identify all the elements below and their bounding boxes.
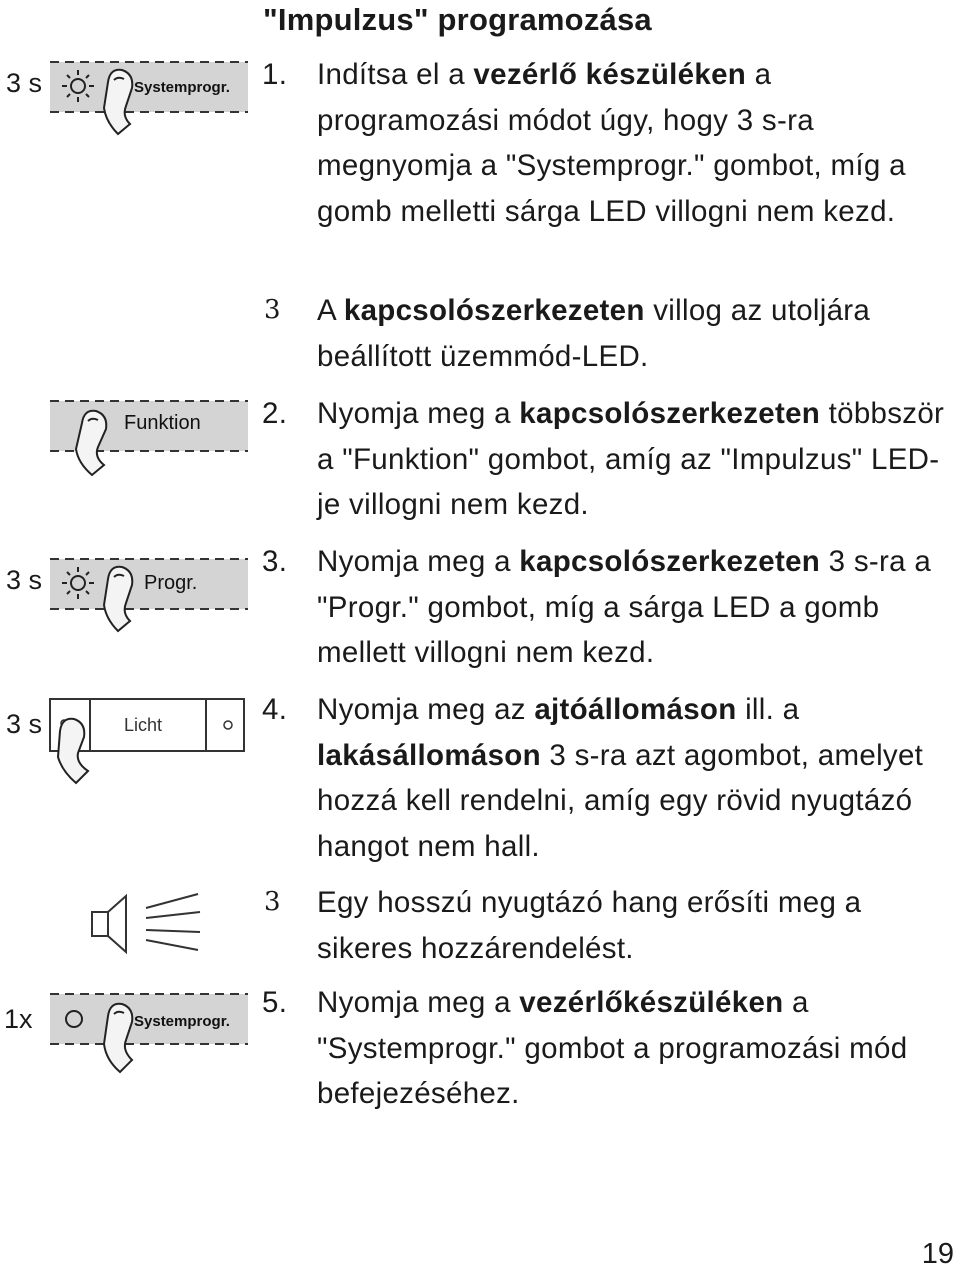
step-1 (262, 52, 952, 234)
progr-button-illustration (48, 553, 250, 635)
button-label: Funktion (124, 412, 201, 434)
count-label: 1x (4, 1004, 33, 1034)
step-number: 3. (262, 545, 288, 578)
emphasis-text: vezérlő készüléken (473, 58, 747, 91)
page-title: "Impulzus" programozása (263, 2, 652, 37)
step-text (317, 687, 952, 869)
text-segment: Nyomja meg a (317, 397, 520, 430)
step-4 (262, 687, 952, 869)
step-number: 5. (262, 986, 288, 1019)
emphasis-text: kapcsolószerkezeten (519, 397, 821, 430)
duration-label: 3 s (6, 709, 43, 739)
emphasis-text: ajtóállomáson (534, 693, 737, 726)
duration-label: 3 s (6, 565, 43, 595)
result-1 (262, 288, 952, 379)
step-number: 4. (262, 693, 288, 726)
funktion-button-illustration (48, 395, 250, 479)
text-segment: Egy hosszú nyugtázó hang erősíti meg a sikeres hozzárendelést. (317, 886, 862, 965)
result-text (317, 288, 952, 379)
step-number: 1. (262, 58, 288, 91)
step-text (317, 539, 952, 676)
button-label: Systemprogr. (134, 1013, 230, 1030)
emphasis-text: lakásállomáson (317, 738, 541, 772)
text-segment: Nyomja meg az (317, 693, 535, 726)
text-segment: Nyomja meg a (317, 986, 520, 1019)
acknowledge-sound-illustration (88, 890, 208, 960)
result-text (317, 880, 952, 971)
duration-label: 3 s (6, 68, 43, 98)
speaker-icon (92, 896, 126, 952)
text-segment: Indítsa el a (317, 58, 474, 91)
text-segment: villog az utoljára beállított üzemmód-LED. (317, 294, 871, 373)
page-number: 19 (921, 1238, 954, 1270)
pressing-finger-icon (104, 70, 132, 134)
step-text (317, 52, 952, 234)
text-segment: többször a "Funktion" gombot, amíg az "Impulzus" LED-je villogni nem kezd. (317, 397, 945, 521)
button-label: Progr. (144, 572, 198, 594)
text-segment: Nyomja meg a (317, 545, 520, 578)
pressing-finger-icon (104, 567, 132, 631)
result-marker: 3 (264, 295, 281, 325)
step-3 (262, 539, 952, 676)
step-2 (262, 391, 952, 528)
result-2 (262, 880, 952, 971)
text-segment: a "Systemprogr." gombot a programozási mód befejezéséhez. (317, 986, 908, 1110)
button-label: Licht (124, 715, 163, 735)
emphasis-text: vezérlőkészüléken (519, 986, 784, 1019)
text-segment: a programozási módot úgy, hogy 3 s-ra megnyomja a "Systemprogr." gombot, míg a gomb melletti sárga LED villogni nem kezd. (317, 58, 906, 228)
emphasis-text: kapcsolószerkezeten (343, 294, 645, 327)
systemprogr-button-illustration (48, 56, 250, 138)
text-segment: ill. a (736, 693, 800, 726)
step-text (317, 391, 952, 528)
step-text (317, 980, 952, 1117)
step-5 (262, 980, 952, 1117)
emphasis-text: kapcsolószerkezeten (519, 545, 821, 578)
text-segment: A (317, 294, 344, 327)
text-segment: 3 s-ra azt agombot, amelyet hozzá kell rendelni, amíg egy rövid nyugtázó hangot nem hall. (317, 738, 924, 863)
button-label: Systemprogr. (134, 79, 230, 96)
step-number: 2. (262, 397, 288, 430)
licht-button-illustration (48, 695, 250, 785)
systemprogr-button-illustration (48, 988, 250, 1074)
result-marker: 3 (264, 887, 281, 917)
sound-waves-icon (146, 894, 200, 950)
text-segment: 3 s-ra a "Progr." gombot, míg a sárga LED a gomb mellett villogni nem kezd. (317, 545, 932, 669)
